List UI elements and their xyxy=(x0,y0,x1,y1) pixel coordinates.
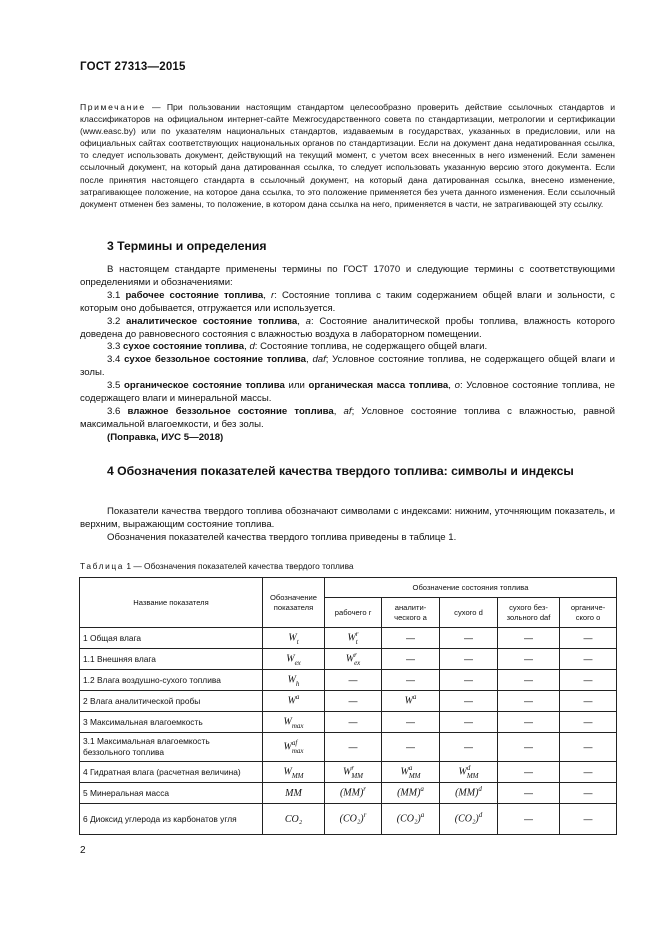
row-name: 1.1 Внешняя влага xyxy=(80,649,263,670)
row-state-daf: — xyxy=(498,670,560,691)
row-state-d: W d MM xyxy=(440,762,498,783)
row-state-daf: — xyxy=(498,762,560,783)
row-state-d: (MM) d xyxy=(440,783,498,804)
quality-indicators-table xyxy=(79,577,617,835)
section-4-para-2: Обозначения показателей качества твердого топлива приведены в таблице 1. xyxy=(107,531,457,543)
row-state-d: — xyxy=(440,649,498,670)
row-state-d: — xyxy=(440,733,498,762)
header-daf: сухого без-зольного daf xyxy=(498,598,560,628)
row-state-r: — xyxy=(325,733,382,762)
row-state-r: (CO₂) r xyxy=(325,804,382,835)
row-symbol: W max xyxy=(263,712,325,733)
row-state-o: — xyxy=(560,783,617,804)
section-3-body xyxy=(80,264,615,445)
table-row xyxy=(80,649,617,670)
row-symbol: CO₂ xyxy=(263,804,325,835)
row-state-daf: — xyxy=(498,783,560,804)
row-state-daf: — xyxy=(498,712,560,733)
row-state-r: (MM) r xyxy=(325,783,382,804)
row-state-d: — xyxy=(440,712,498,733)
row-state-o: — xyxy=(560,762,617,783)
row-state-r: W r t xyxy=(325,628,382,649)
row-state-a: W a MM xyxy=(382,762,440,783)
row-name: 2 Влага аналитической пробы xyxy=(80,691,263,712)
row-state-d: — xyxy=(440,670,498,691)
row-state-a: (CO₂) a xyxy=(382,804,440,835)
row-state-daf: — xyxy=(498,649,560,670)
row-state-o: — xyxy=(560,691,617,712)
section-4-heading: 4 Обозначения показателей качества твердого топлива: символы и индексы xyxy=(107,464,574,478)
term-3-5: 3.5 органическое состояние топлива или органическая масса топлива, o: Условное состояние топлива, не содержащего влаги и минеральной массы. xyxy=(80,380,615,405)
row-state-a: — xyxy=(382,670,440,691)
section-4-para-1: Показатели качества твердого топлива обозначают символами с индексами: нижним, уточняющим показатель, и верхним, выражающим состояние топлива. xyxy=(80,506,615,530)
section-3-intro: В настоящем стандарте применены термины по ГОСТ 17070 и следующие термины с соответствующими определениями и обозначениями: xyxy=(80,264,615,288)
header-dry: сухого d xyxy=(440,598,498,628)
row-state-a: (MM) a xyxy=(382,783,440,804)
note-label: Примечание xyxy=(80,102,146,112)
row-state-o: — xyxy=(560,628,617,649)
note-text: — При пользовании настоящим стандартом целесообразно проверить действие ссылочных стандартов и классификаторов на официальном интернет-сайте Межгосударственного совета по стандартизации, метрологии и сертификации (www.easc.by) или по указателям национальных стандартов, издаваемым в государствах, указанных в предисловии, или на официальных сайтах соответствующих национальных органов по стандартизации. Если на документ дана недатированная ссылка, то следует использовать документ, действующий на текущий момент, с учетом всех внесенных в него изменений. Если заменен ссылочный документ, на который дана датированная ссылка, то следует использовать указанную версию этого документа. Если после принятия настоящего стандарта в ссылочный документ, на который дана датированная ссылка, внесено изменение, затрагивающее положение, на которое дана ссылка, то это положение применяется без учета данного изменения. Если ссылочный документ отменен без замены, то положение, в котором дана ссылка на него, применяется в части, не затрагивающей эту ссылку. xyxy=(80,102,615,209)
table-row xyxy=(80,628,617,649)
header-working: рабочего r xyxy=(325,598,382,628)
row-name: 3 Максимальная влагоемкость xyxy=(80,712,263,733)
table-row xyxy=(80,691,617,712)
row-state-a: — xyxy=(382,733,440,762)
row-state-o: — xyxy=(560,670,617,691)
table-row xyxy=(80,804,617,835)
row-name: 1 Общая влага xyxy=(80,628,263,649)
row-state-daf: — xyxy=(498,628,560,649)
header-states: Обозначение состояния топлива xyxy=(325,578,617,598)
row-state-d: (CO₂) d xyxy=(440,804,498,835)
row-state-r: — xyxy=(325,670,382,691)
row-state-o: — xyxy=(560,804,617,835)
term-3-2: 3.2 аналитическое состояние топлива, a: Состояние аналитической пробы топлива, влажность которого доведена до равновесного состояния с влажностью воздуха в лабораторном помещении. xyxy=(80,315,615,340)
row-state-d: — xyxy=(440,691,498,712)
row-state-r: W r ex xyxy=(325,649,382,670)
row-symbol: W t xyxy=(263,628,325,649)
row-state-a: — xyxy=(382,628,440,649)
row-state-a: W a xyxy=(382,691,440,712)
row-symbol: MM xyxy=(263,783,325,804)
table-row xyxy=(80,762,617,783)
row-state-r: — xyxy=(325,712,382,733)
row-state-d: — xyxy=(440,628,498,649)
row-symbol: W h xyxy=(263,670,325,691)
table-caption: Таблица 1 — Обозначения показателей качества твердого топлива xyxy=(80,561,354,571)
row-symbol: W ex xyxy=(263,649,325,670)
row-state-o: — xyxy=(560,712,617,733)
row-state-r: W r MM xyxy=(325,762,382,783)
row-symbol: W a xyxy=(263,691,325,712)
row-state-a: — xyxy=(382,712,440,733)
table-row xyxy=(80,733,617,762)
row-name: 5 Минеральная масса xyxy=(80,783,263,804)
term-3-4: 3.4 сухое беззольное состояние топлива, daf; Условное состояние топлива, не содержащего общей влаги и золы. xyxy=(80,354,615,379)
row-state-daf: — xyxy=(498,804,560,835)
header-organic: органиче-ского o xyxy=(560,598,617,628)
row-state-a: — xyxy=(382,649,440,670)
header-analytic: аналити-ческого a xyxy=(382,598,440,628)
term-3-6: 3.6 влажное беззольное состояние топлива, af; Условное состояние топлива с влажностью, равной максимальной влагоемкости, и без золы. xyxy=(80,405,615,430)
section-4-body xyxy=(80,506,615,545)
document-header: ГОСТ 27313—2015 xyxy=(80,61,186,73)
row-state-daf: — xyxy=(498,733,560,762)
table-row xyxy=(80,670,617,691)
row-state-daf: — xyxy=(498,691,560,712)
row-name: 6 Диоксид углерода из карбонатов угля xyxy=(80,804,263,835)
row-name: 1.2 Влага воздушно-сухого топлива xyxy=(80,670,263,691)
page-number: 2 xyxy=(80,845,86,856)
table-row xyxy=(80,783,617,804)
table-row xyxy=(80,712,617,733)
row-name: 3.1 Максимальная влагоемкость беззольного топлива xyxy=(80,733,263,762)
header-symbol: Обозначение показателя xyxy=(263,578,325,628)
row-state-r: — xyxy=(325,691,382,712)
amendment-note: (Поправка, ИУС 5—2018) xyxy=(107,431,224,443)
section-3-heading: 3 Термины и определения xyxy=(107,239,267,253)
row-state-o: — xyxy=(560,649,617,670)
header-name: Название показателя xyxy=(80,578,263,628)
reference-note xyxy=(80,101,615,210)
row-state-o: — xyxy=(560,733,617,762)
row-symbol: W af max xyxy=(263,733,325,762)
row-name: 4 Гидратная влага (расчетная величина) xyxy=(80,762,263,783)
term-3-3: 3.3 сухое состояние топлива, d: Состояние топлива, не содержащего общей влаги. xyxy=(107,341,488,353)
term-3-1: 3.1 рабочее состояние топлива, r: Состояние топлива с таким содержанием общей влаги и зольности, с которым оно добывается, отгружается или используется. xyxy=(80,289,615,314)
row-symbol: W MM xyxy=(263,762,325,783)
